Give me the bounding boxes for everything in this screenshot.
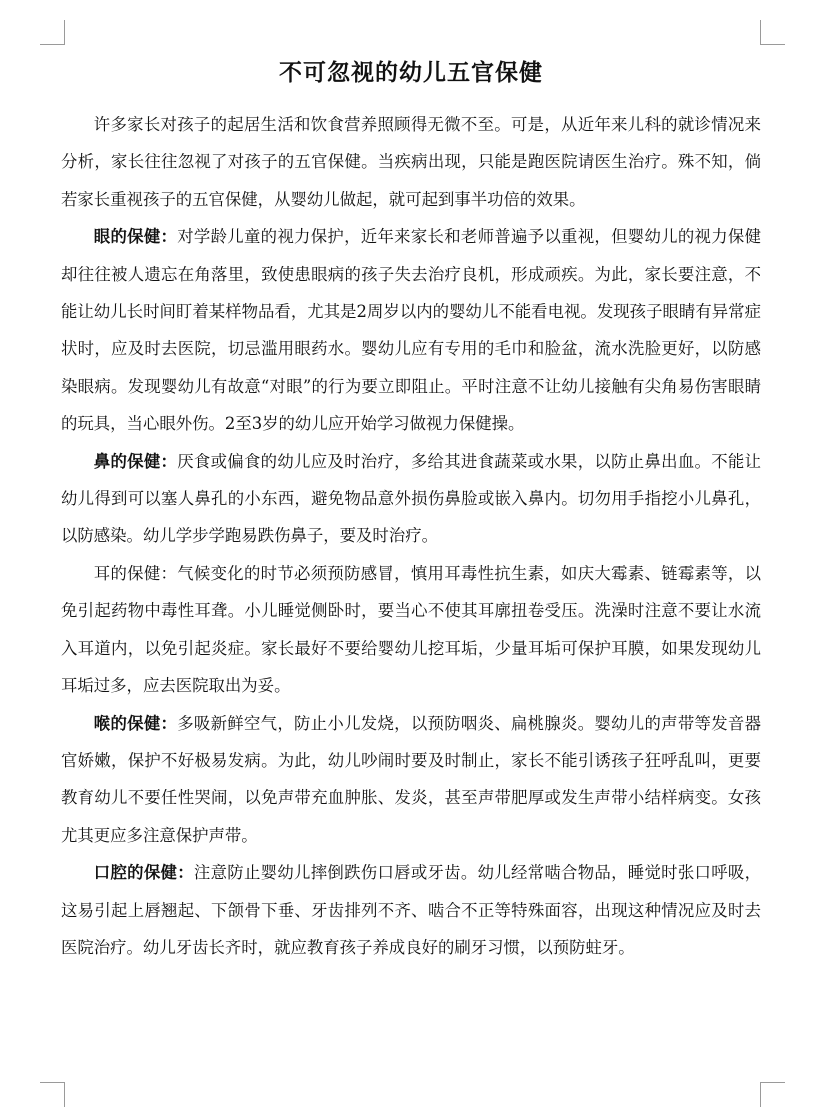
paragraph-text: 耳的保健：气候变化的时节必须预防感冒，慎用耳毒性抗生素，如庆大霉素、链霉素等，以免引起药物中毒性耳聋。小儿睡觉侧卧时，要当心不使其耳廓扭卷受压。洗澡时注意不要让水流入耳道内，以免引起炎症。家长最好不要给婴幼儿挖耳垢，少量耳垢可保护耳膜，如果发现幼儿耳垢过多，应去医院取出为妥。 bbox=[61, 563, 761, 696]
paragraph-ear-care bbox=[61, 555, 761, 705]
crop-mark-bottom-left bbox=[40, 1082, 65, 1107]
paragraph-nose-care bbox=[61, 443, 761, 555]
document-title: 不可忽视的幼儿五官保健 bbox=[279, 60, 543, 86]
paragraph-text: 注意防止婴幼儿摔倒跌伤口唇或牙齿。幼儿经常啮合物品，睡觉时张口呼吸，这易引起上唇翘起、下颌骨下垂、牙齿排列不齐、啮合不正等特殊面容，出现这种情况应及时去医院治疗。幼儿牙齿长齐时，就应教育孩子养成良好的刷牙习惯，以预防蛀牙。 bbox=[61, 863, 761, 957]
paragraph-eye-care bbox=[61, 218, 761, 442]
paragraph-text: 厌食或偏食的幼儿应及时治疗，多给其进食蔬菜或水果，以防止鼻出血。不能让幼儿得到可以塞人鼻孔的小东西，避免物品意外损伤鼻脸或嵌入鼻内。切勿用手指挖小儿鼻孔，以防感染。幼儿学步学跑易跌伤鼻子，要及时治疗。 bbox=[61, 451, 761, 546]
crop-mark-bottom-right bbox=[760, 1082, 785, 1107]
paragraph-lead: 眼的保健： bbox=[93, 227, 178, 247]
paragraph-lead: 口腔的保健： bbox=[93, 863, 194, 883]
document-page bbox=[61, 54, 761, 966]
paragraph-throat-care bbox=[61, 705, 761, 855]
paragraph-lead: 鼻的保健： bbox=[93, 451, 178, 471]
paragraph-text: 许多家长对孩子的起居生活和饮食营养照顾得无微不至。可是，从近年来儿科的就诊情况来分析，家长往往忽视了对孩子的五官保健。当疾病出现，只能是跑医院请医生治疗。殊不知，倘若家长重视孩子的五官保健，从婴幼儿做起，就可起到事半功倍的效果。 bbox=[61, 115, 761, 209]
crop-mark-top-left bbox=[40, 20, 65, 45]
paragraph-oral-care bbox=[61, 854, 761, 966]
paragraph-lead: 喉的保健： bbox=[93, 713, 178, 733]
crop-mark-top-right bbox=[760, 20, 785, 45]
paragraph-text: 对学龄儿童的视力保护，近年来家长和老师普遍予以重视，但婴幼儿的视力保健却往往被人遗忘在角落里，致使患眼病的孩子失去治疗良机，形成顽疾。为此，家长要注意，不能让幼儿长时间盯着某样物品看，尤其是2周岁以内的婴幼儿不能看电视。发现孩子眼睛有异常症状时，应及时去医院，切忌滥用眼药水。婴幼儿应有专用的毛巾和脸盆，流水洗脸更好，以防感染眼病。发现婴幼儿有故意“对眼”的行为要立即阻止。平时注意不让幼儿接触有尖角易伤害眼睛的玩具，当心眼外伤。2至3岁的幼儿应开始学习做视力保健操。 bbox=[61, 227, 761, 434]
paragraph-intro bbox=[61, 106, 761, 218]
paragraph-text: 多吸新鲜空气，防止小儿发烧，以预防咽炎、扁桃腺炎。婴幼儿的声带等发音器官娇嫩，保护不好极易发病。为此，幼儿吵闹时要及时制止，家长不能引诱孩子狂呼乱叫，更要教育幼儿不要任性哭闹，以免声带充血肿胀、发炎，甚至声带肥厚或发生声带小结样病变。女孩尤其更应多注意保护声带。 bbox=[61, 713, 761, 845]
